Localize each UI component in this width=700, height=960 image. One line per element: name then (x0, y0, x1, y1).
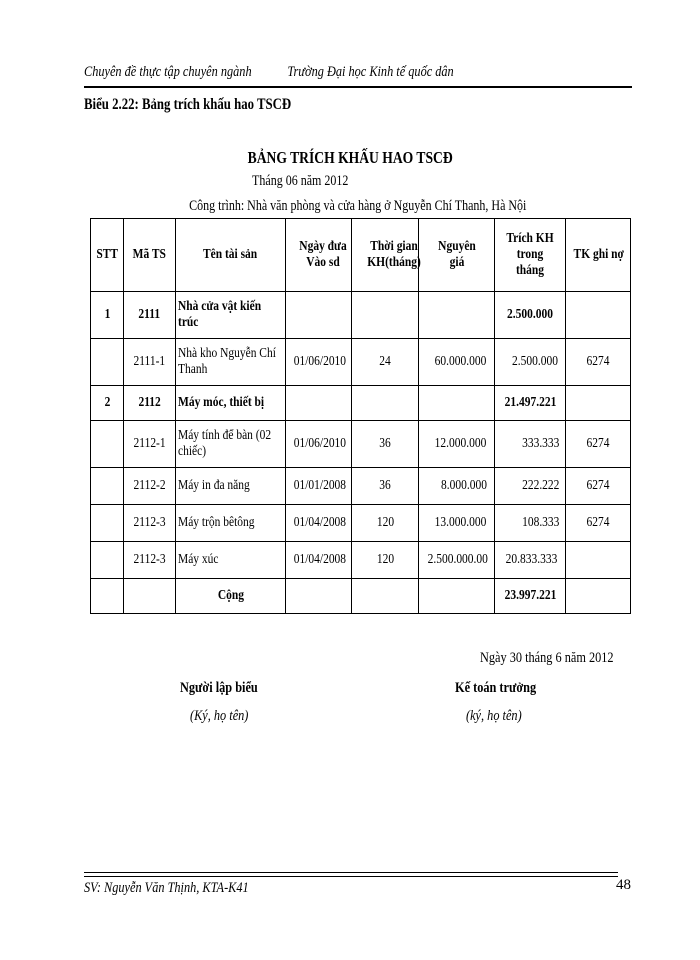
document-project: Công trình: Nhà văn phòng và cửa hàng ở Nguyễn Chí Thanh, Hà Nội (189, 198, 527, 214)
table-total-row (91, 579, 631, 614)
table-cell: 6274 (566, 468, 631, 505)
table-cell (124, 579, 176, 614)
table-cell: 01/06/2010 (286, 421, 352, 468)
header-rule (84, 86, 632, 88)
depreciation-table (90, 218, 631, 614)
table-cell: Nhà cửa vật kiến trúc (176, 292, 286, 339)
table-cell (91, 421, 124, 468)
table-cell (419, 292, 495, 339)
header-cell: Nguyên giá (419, 219, 495, 292)
table-cell: 01/04/2008 (286, 542, 352, 579)
table-cell: 20.833.333 (495, 542, 566, 579)
table-cell (91, 542, 124, 579)
table-cell: 222.222 (495, 468, 566, 505)
table-cell (566, 579, 631, 614)
table-cell: 120 (352, 542, 419, 579)
table-cell: 2112-3 (124, 542, 176, 579)
table-cell: 21.497.221 (495, 386, 566, 421)
table-cell: 1 (91, 292, 124, 339)
table-cell: 01/06/2010 (286, 339, 352, 386)
table-cell: 12.000.000 (419, 421, 495, 468)
header-cell: Ngày đưa Vào sd (286, 219, 352, 292)
table-row (91, 339, 631, 386)
table-cell (566, 542, 631, 579)
table-cell (352, 579, 419, 614)
footer-student: SV: Nguyễn Văn Thịnh, KTA-K41 (84, 880, 249, 896)
table-row (91, 505, 631, 542)
table-cell (566, 292, 631, 339)
table-row (91, 468, 631, 505)
table-cell: Máy trộn bêtông (176, 505, 286, 542)
table-cell: 6274 (566, 339, 631, 386)
page-header (84, 60, 533, 86)
table-cell: 01/01/2008 (286, 468, 352, 505)
table-cell: 13.000.000 (419, 505, 495, 542)
table-row (91, 421, 631, 468)
accountant-role: Kế toán trưởng (455, 680, 537, 696)
table-cell (91, 505, 124, 542)
table-cell: Máy in đa năng (176, 468, 286, 505)
table-cell (352, 292, 419, 339)
accountant-note: (ký, họ tên) (466, 708, 522, 724)
header-cell: Trích KH trong tháng (495, 219, 566, 292)
table-row (91, 292, 631, 339)
table-cell: Máy tính để bàn (02 chiếc) (176, 421, 286, 468)
table-cell (286, 579, 352, 614)
footer-rule (84, 872, 618, 873)
table-cell: 60.000.000 (419, 339, 495, 386)
table-cell: 2112-3 (124, 505, 176, 542)
table-cell: 36 (352, 421, 419, 468)
table-cell (419, 386, 495, 421)
total-label: Cộng (176, 579, 286, 614)
table-cell: 2 (91, 386, 124, 421)
document-title: BẢNG TRÍCH KHẤU HAO TSCĐ (247, 148, 453, 167)
header-university: Trường Đại học Kinh tế quốc dân (287, 64, 454, 80)
table-cell: 120 (352, 505, 419, 542)
table-cell: 2111 (124, 292, 176, 339)
table-cell: 2112 (124, 386, 176, 421)
table-cell: 2112-1 (124, 421, 176, 468)
table-cell: 2.500.000 (495, 339, 566, 386)
table-cell: 2.500.000.00 (419, 542, 495, 579)
table-cell: 6274 (566, 421, 631, 468)
header-cell: Mã TS (124, 219, 176, 292)
header-cell: Tên tài sản (176, 219, 286, 292)
header-cell: Thời gian KH(tháng) (352, 219, 419, 292)
table-cell: 36 (352, 468, 419, 505)
table-cell: Máy móc, thiết bị (176, 386, 286, 421)
table-cell: 2111-1 (124, 339, 176, 386)
table-cell (352, 386, 419, 421)
table-cell: 2.500.000 (495, 292, 566, 339)
table-cell (286, 292, 352, 339)
table-cell: 24 (352, 339, 419, 386)
table-cell (91, 339, 124, 386)
table-cell: 108.333 (495, 505, 566, 542)
table-cell: Nhà kho Nguyễn Chí Thanh (176, 339, 286, 386)
table-cell: 8.000.000 (419, 468, 495, 505)
document-month: Tháng 06 năm 2012 (251, 173, 349, 189)
header-cell: TK ghi nợ (566, 219, 631, 292)
table-cell: 2112-2 (124, 468, 176, 505)
table-row (91, 542, 631, 579)
table-cell: 01/04/2008 (286, 505, 352, 542)
table-cell (566, 386, 631, 421)
section-title: Biểu 2.22: Bảng trích khấu hao TSCĐ (84, 96, 292, 113)
table-cell (419, 579, 495, 614)
page-number: 48 (616, 877, 631, 893)
signature-date: Ngày 30 tháng 6 năm 2012 (480, 650, 614, 666)
table-cell (91, 579, 124, 614)
table-cell: 333.333 (495, 421, 566, 468)
table-cell (286, 386, 352, 421)
table-cell: Máy xúc (176, 542, 286, 579)
footer-rule (84, 876, 618, 877)
table-cell (91, 468, 124, 505)
table-header-row (91, 219, 631, 292)
total-value: 23.997.221 (495, 579, 566, 614)
header-course: Chuyên đề thực tập chuyên ngành (84, 64, 252, 80)
table-row (91, 386, 631, 421)
table-cell: 6274 (566, 505, 631, 542)
preparer-note: (Ký, họ tên) (190, 708, 249, 724)
preparer-role: Người lập biểu (180, 680, 258, 696)
header-cell: STT (91, 219, 124, 292)
